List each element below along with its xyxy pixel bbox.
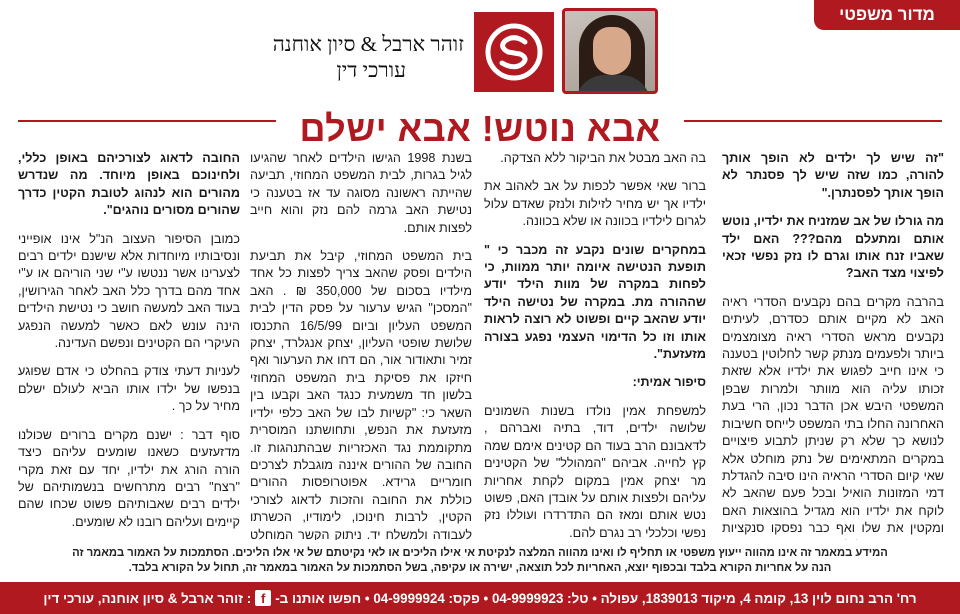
section-tag: מדור משפטי [814, 0, 960, 30]
disclaimer-line-2: הנה על אחריות הקורא בלבד ובכפוף יוצא, האחריות לכל תוצאה, ישירה או עקיפה, בשל הסתמכות על האמור במאמר זה, תחול על הקורא בלבד. [128, 561, 832, 574]
article-title: אבא נוטש! אבא ישלם [299, 108, 661, 149]
article-paragraph: במחקרים שונים נקבע זה מכבר כי " תופעת הנטישה איומה יותר ממוות, כי לפחות במקרה של מוות הילד יודע שההורה מת. במקרה של נטישה הילד יודע שהאב קיים ופשוט לא רוצה לראות אותו וזו כל הדימוי העצמי נפגע בצורה מזעזעת". [484, 242, 706, 362]
article-paragraph: סוף דבר : ישנם מקרים ברורים שכולנו מדזעזעים כשאנו שומעים עליהם כיצד הורה הורג את ילדיו, יחד עם זאת מקרי "רצח" רבים מתרחשים בנשמותיהם של ילדים רבים שאבותיהם פשוט שכחו שהם קיימים ועליהם רובנו לא שומעים. [18, 427, 240, 529]
article-column-4 [18, 150, 240, 540]
footer-contact-bar [0, 582, 960, 614]
article-paragraph: מה גורלו של אב שמזניח את ילדיו, נוטש אותם ומתעלם מהם??? האם ילד שאביו זנח אותו וגרם לו נזק נפשי זכאי לפיצוי מצד האב? [722, 214, 944, 281]
article-paragraph: למשפחת אמין נולדו בשנות השמונים שלושה ילדים, דוד, בתיה ואברהם , לדאבונם הרב בעוד הם קטינים אימם שמה קץ לחייה. אביהם "המהולל" של הקטינים מר יצחק אמין במקום לקחת אחריות עליהם ולפצות אותם על אובדן האם, פשוט נטש אותם ומאז הם התדרדרו ועוללו נזק נפשי וכלכלי רב נגרם להם. [484, 403, 706, 540]
article-column-1 [722, 150, 944, 540]
author-names-line1: זוהר ארבל & סיון אוחנה [272, 32, 464, 56]
legal-disclaimer [40, 546, 920, 575]
article-paragraph: בשנת 1998 הגישו הילדים לאחר שהגיעו לגיל בגרות, לבית המשפט המחוזי, תביעה שהייתה ראשונה מסוגה עד אז בטענה כי נטישת האב גרמה להם נזק והוא חייב לפצות אותם. [250, 151, 472, 235]
law-firm-logo-icon [474, 12, 554, 92]
disclaimer-line-1: המידע במאמר זה אינו מהווה ייעוץ משפטי או תחליף לו ואינו מהווה המלצה לנקיטת אי אילו הליכים או לאי נקיטתם של אי אלו הליכים. הסתמכות על האמור במאמר זה [72, 547, 888, 559]
article-column-3 [250, 150, 472, 540]
article-paragraph: סיפור אמיתי: [632, 375, 706, 390]
author-photo [562, 8, 658, 94]
footer-address: רח' הרב נחום לוין 13, קומה 4, מיקוד 1839013, עפולה • טל: 04-9999923 • פקס: 04-9999924 • חפשו אותנו ב- [275, 590, 917, 606]
facebook-icon[interactable]: f [255, 590, 271, 606]
article-paragraph: כמובן הסיפור העצוב הנ"ל אינו אופייני ונסיבותיו מיוחדות אלא שישנם ילדים רבים לצערינו אשר ננטשו ע"י שני הוריהם או ע"י אחד מהם בדרך כלל האב לאחר הגירושין, בעוד האב למעשה חושב כי נטישת הילדים הינה עונש לאם כאשר למעשה הנפגע העיקרי הם הקטינים ונפשם העדינה. [18, 231, 240, 351]
article-paragraph: "זה שיש לך ילדים לא הופך אותך להורה, כמו שזה שיש לך פסנתר לא הופך אותך לפסנתרן." [722, 151, 944, 200]
article-paragraph: ברור שאי אפשר לכפות על אב לאהוב את ילדיו אך יש מחיר לזילות ולנזק שאדם עלול לגרום לילדיו בכוונה או שלא בכוונה. [484, 179, 706, 229]
article-paragraph: לעניות דעתי צודק בהחלט כי אדם שפוגע בנפשו של ילדו אותו הביא לעולם ישלם מחיר על כך . [18, 364, 240, 414]
article-paragraph: בית המשפט המחוזי, קיבל את תביעת הילדים ופסק שהאב צריך לפצות כל אחד מילדיו בסכום של 350,000 ₪ . האב "המסכן" הגיש ערעור על פסק הדין לבית המשפט העליון וביום 16/5/99 התכנסו שלושת שופטי העליון, יצחק אנגלרד, יצחק זמיר ותאודור אור, הם דחו את הערעור ואף חיזקו את פסיקת בית המשפט המחוזי בלשון חד משמעית כנגד האב וקבעו בין השאר כי: "קשיות לבו של האב כלפי ילדיו מזעזעת את הנפש, ותחושתנו המוסרית מתקוממת נגד האכזריות שבהתנהגות זו. החובה של ההורים איננה מוגבלת לצרכים חומריים גרידא. אפוטרופסות ההורים כוללת את החובה והזכות לדאוג לצורכי הקטין, לרבות חינוכו, לימודיו, הכשרתו לעבודה ולמשלח יד. ניתוק הקשר המוחלט [250, 249, 472, 540]
author-names [240, 31, 464, 83]
article-paragraph: בה האב מבטל את הביקור ללא הצדקה. [500, 151, 706, 165]
footer-firm-name: : זוהר ארבל & סיון אוחנה, עורכי דין [43, 590, 252, 606]
article-column-2 [484, 150, 706, 540]
author-names-line2: עורכי דין [336, 58, 406, 82]
article-paragraph: בהרבה מקרים בהם נקבעים הסדרי ראיה האב לא מקיים אותם כסדרם, לעיתים נקבעים מראש הסדרי ראיה מצומצמים ביותר ולפעמים מנתק קשר לחלוטין בטענה כי אינו חייב לפגוש את ילדיו אלא שזאת זכותו עליה הוא מוותר ולמרות שבפן המשפטי היבש אכן הדבר נכון, הרי בעת האחרונה החלו בתי המשפט לייחס חשיבות לנושא כך שלא רק שניתן לתבוע פיצויים במקרים המתאימים של נתק מוחלט אלא שאי קיום הסדרי הראיה הינו סיבה להגדלת דמי המזונות הואיל ובכל פעם שהאב לא לוקח את ילדיו הוא מגדיל בהוצאות האם ומקטין את שלו ואף כבר נפסקו סנקציות [722, 294, 944, 536]
article-paragraph: החובה לדאוג לצורכיהם באופן כללי, ולחינוכם באופן מיוחד. מה שנדרש מהורים הוא לנהוג לטובת הקטין כדרך שהורים מסורים נוהגים". [18, 151, 240, 218]
